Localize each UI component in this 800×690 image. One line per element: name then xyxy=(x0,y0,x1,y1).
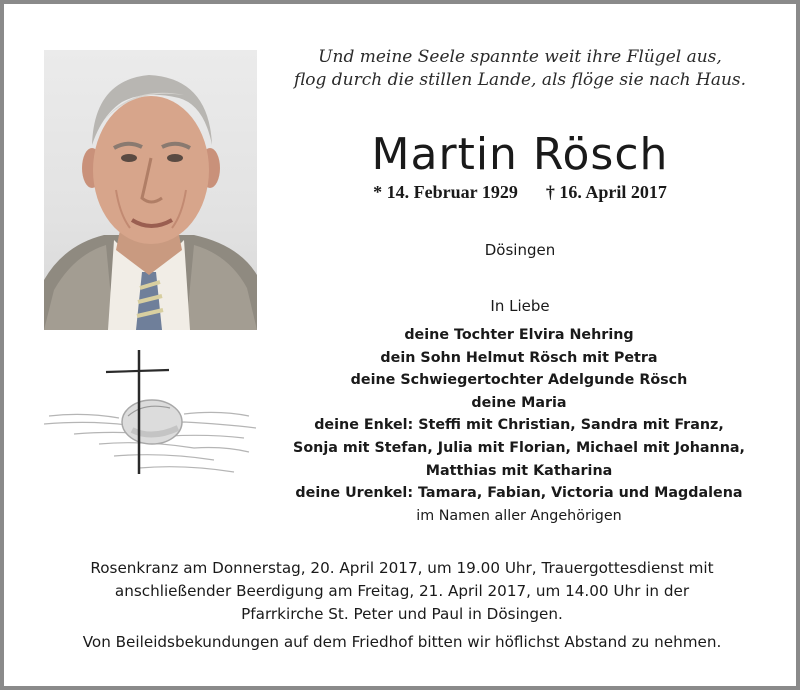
condolence-note: Von Beileidsbekundungen auf dem Friedhof bitten wir höflichst Abstand zu nehmen. xyxy=(82,633,722,651)
deceased-name: Martin Rösch xyxy=(371,129,669,180)
portrait-photo xyxy=(44,50,257,330)
motto-verse xyxy=(262,46,778,92)
motto-line: flog durch die stillen Lande, als flöge sie nach Haus. xyxy=(293,70,747,90)
family-closing: im Namen aller Angehörigen xyxy=(416,507,622,524)
family-line: Matthias mit Katharina xyxy=(425,462,613,479)
death-date: † 16. April 2017 xyxy=(545,182,667,202)
service-info xyxy=(24,557,780,626)
family-list xyxy=(244,324,794,527)
service-line: anschließender Beerdigung am Freitag, 21. April 2017, um 14.00 Uhr in der xyxy=(114,582,690,600)
family-line: deine Enkel: Steffi mit Christian, Sandra mit Franz, xyxy=(314,417,724,434)
hometown: Dösingen xyxy=(484,241,556,259)
family-line: dein Sohn Helmut Rösch mit Petra xyxy=(380,349,658,366)
family-line: deine Urenkel: Tamara, Fabian, Victoria und Magdalena xyxy=(295,485,743,502)
life-dates xyxy=(262,180,778,204)
service-line: Rosenkranz am Donnerstag, 20. April 2017, um 19.00 Uhr, Trauergottesdienst mit xyxy=(90,559,714,577)
family-line: Sonja mit Stefan, Julia mit Florian, Michael mit Johanna, xyxy=(293,439,745,456)
birth-date: * 14. Februar 1929 xyxy=(373,182,518,202)
in-love-heading: In Liebe xyxy=(490,297,550,315)
service-line: Pfarrkirche St. Peter und Paul in Dösingen. xyxy=(241,605,563,623)
cross-sketch-icon xyxy=(44,344,259,494)
family-line: deine Tochter Elvira Nehring xyxy=(404,327,634,343)
motto-line: Und meine Seele spannte weit ihre Flügel aus, xyxy=(318,47,722,67)
family-line: deine Schwiegertochter Adelgunde Rösch xyxy=(350,372,688,389)
family-line: deine Maria xyxy=(471,394,567,411)
